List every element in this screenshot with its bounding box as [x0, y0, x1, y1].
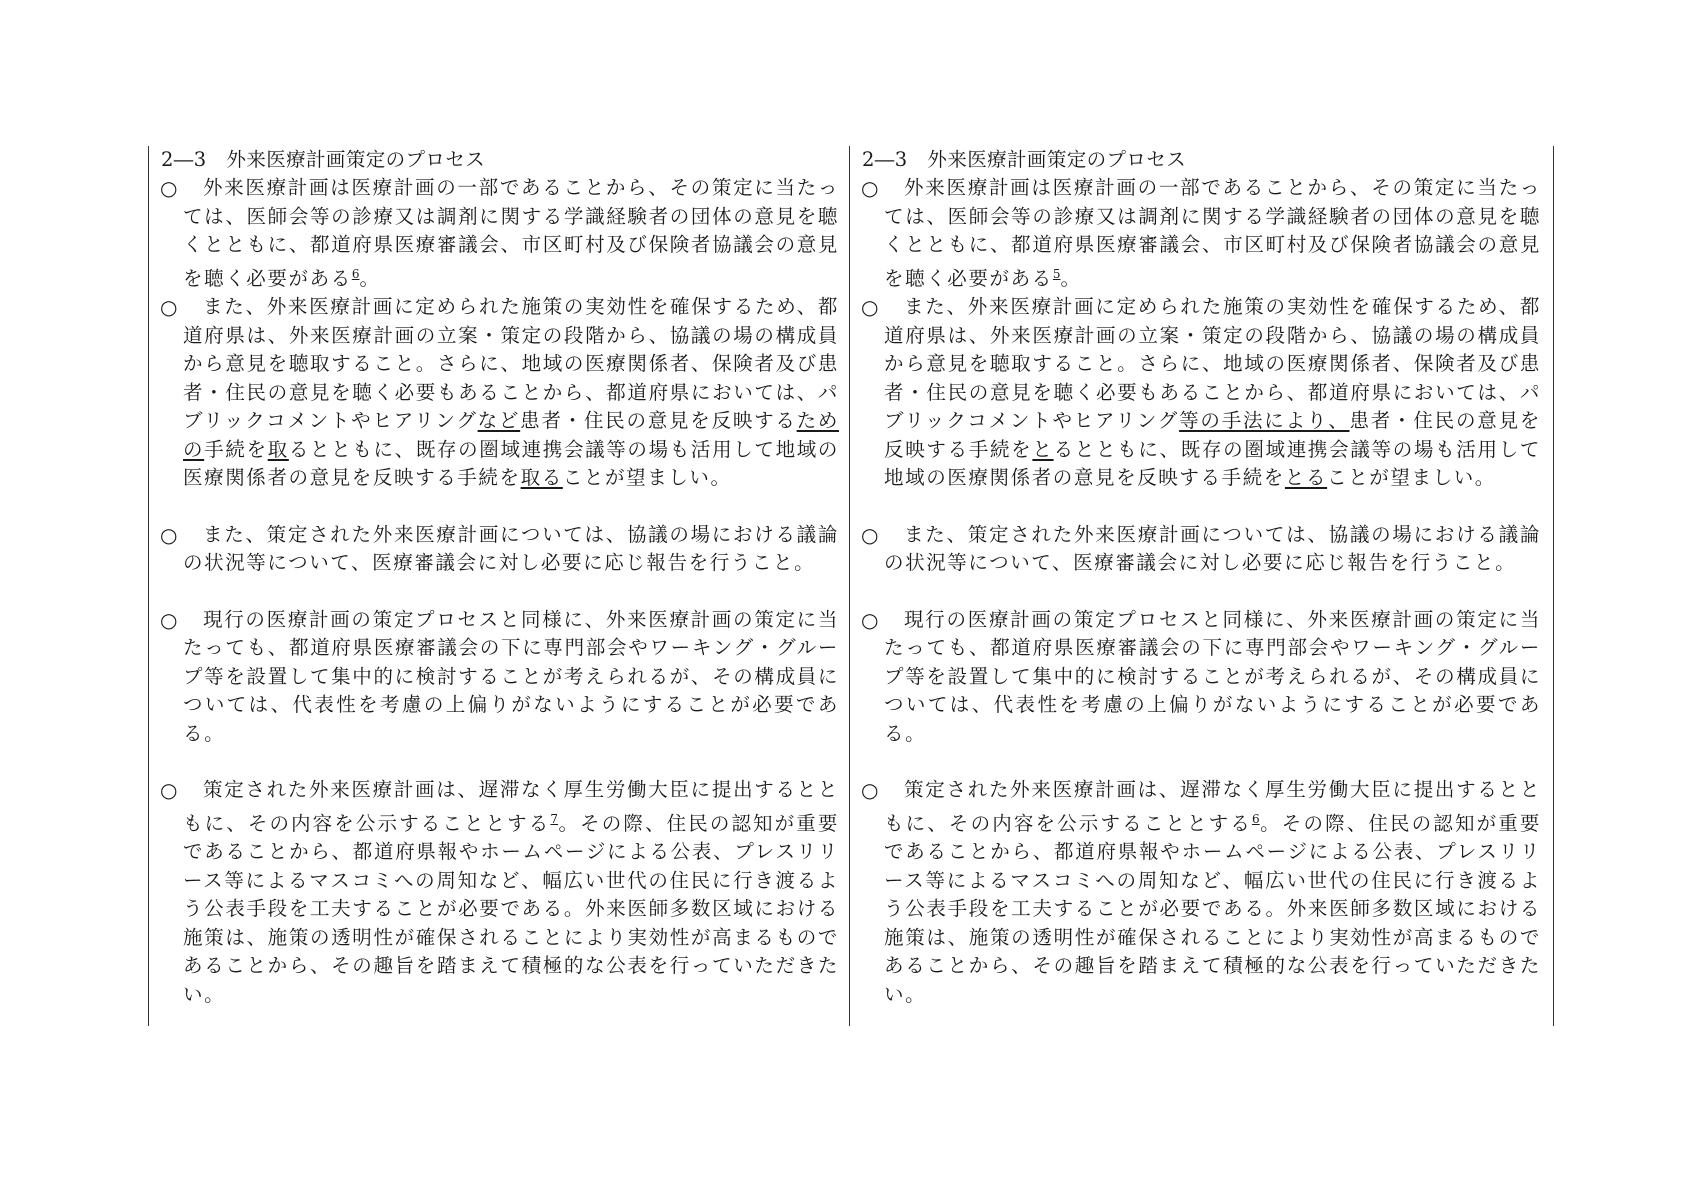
list-item — [862, 174, 1541, 293]
paragraph-text: また、策定された外来医療計画については、協議の場における議論の状況等について、医療審議会に対し必要に応じ報告を行うこと。 — [183, 522, 839, 574]
paragraph — [884, 174, 1541, 293]
left-column — [149, 146, 850, 1026]
paragraph — [183, 293, 839, 493]
paragraph-text: 。その際、住民の認知が重要であることから、都道府県報やホームページによる公表、プレスリリース等によるマスコミへの周知など、幅広い世代の住民に行き渡るよう公表手段を工夫することが必要である。外来医師多数区域における施策は、施策の透明性が確保されることにより実効性が高まるものであることから、その趣旨を踏まえて積極的な公表を行っていただきたい。 — [183, 811, 839, 1006]
list-item — [161, 606, 839, 749]
paragraph-text: また、策定された外来医療計画については、協議の場における議論の状況等について、医療審議会に対し必要に応じ報告を行うこと。 — [884, 522, 1541, 574]
paragraph-text: るとともに、既存の圏域連携会議等の場も活用して地域の医療関係者の意見を反映する手続を — [183, 437, 839, 489]
section-heading: 2―3 外来医療計画策定のプロセス — [862, 148, 1187, 171]
circle-bullet-icon: ○ — [160, 522, 178, 547]
footnote-ref: 5 — [1052, 266, 1061, 281]
paragraph-text: また、外来医療計画に定められた施策の実効性を確保するため、都道府県は、外来医療計画の立案・策定の段階から、協議の場の構成員から意見を聴取すること。さらに、地域の医療関係者、保険者及び患者・住民の意見を聴く必要もあることから、都道府県においては、パブリックコメントやヒアリング — [183, 295, 839, 432]
paragraph-text: ことが望ましい。 — [1327, 466, 1496, 489]
paragraph-text: るとともに、既存の圏域連携会議等の場も活用して地域の医療関係者の意見を反映する手続を — [884, 437, 1541, 489]
underlined-revision: など — [477, 409, 521, 432]
circle-bullet-icon: ○ — [861, 778, 879, 802]
footnote-ref: 7 — [550, 811, 559, 826]
list-item — [862, 521, 1541, 578]
paragraph-text: また、外来医療計画に定められた施策の実効性を確保するため、都道府県は、外来医療計画の立案・策定の段階から、協議の場の構成員から意見を聴取すること。さらに、地域の医療関係者、保険者及び患者・住民の意見を聴く必要もあることから、都道府県においては、パブリックコメントやヒアリング — [884, 295, 1541, 432]
paragraph-text: 手続を — [204, 437, 268, 461]
list-item — [862, 293, 1541, 493]
list-item — [862, 776, 1541, 1009]
underlined-revision: と — [1032, 437, 1054, 461]
comparison-table — [148, 146, 1554, 1026]
paragraph-text: 患者・住民の意見を反映する手続を — [884, 409, 1542, 461]
right-column — [850, 146, 1551, 1026]
paragraph-text: 現行の医療計画の策定プロセスと同様に、外来医療計画の策定に当たっても、都道府県医療審議会の下に専門部会やワーキング・グループ等を設置して集中的に検討することが考えられるが、その構成員については、代表性を考慮の上偏りがないようにすることが必要である。 — [183, 607, 839, 745]
paragraph-text: 外来医療計画は医療計画の一部であることから、その策定に当たっては、医師会等の診療又は調剤に関する学識経験者の団体の意見を聴くとともに、都道府県医療審議会、市区町村及び保険者協議会の意見を聴く必要がある — [884, 176, 1541, 290]
paragraph-text: 現行の医療計画の策定プロセスと同様に、外来医療計画の策定に当たっても、都道府県医療審議会の下に専門部会やワーキング・グループ等を設置して集中的に検討することが考えられるが、その構成員については、代表性を考慮の上偏りがないようにすることが必要である。 — [884, 607, 1541, 745]
paragraph-text: 患者・住民の意見を反映する — [520, 409, 797, 432]
paragraph-text: 策定された外来医療計画は、遅滞なく厚生労働大臣に提出するとともに、その内容を公示することとする — [183, 778, 839, 835]
list-item — [161, 776, 839, 1009]
underlined-revision: 等の手法により、 — [1179, 409, 1350, 432]
paragraph — [884, 776, 1541, 1009]
circle-bullet-icon: ○ — [160, 295, 178, 319]
section-heading: 2―3 外来医療計画策定のプロセス — [161, 148, 486, 171]
circle-bullet-icon: ○ — [861, 607, 879, 632]
circle-bullet-icon: ○ — [160, 607, 178, 632]
underlined-revision: ための — [183, 409, 840, 461]
paragraph — [183, 776, 839, 1009]
paragraph-text: 。 — [1060, 266, 1082, 290]
paragraph-text: ことが望ましい。 — [562, 466, 732, 489]
paragraph-text: 。その際、住民の認知が重要であることから、都道府県報やホームページによる公表、プレスリリース等によるマスコミへの周知など、幅広い世代の住民に行き渡るよう公表手段を工夫することが必要である。外来医師多数区域における施策は、施策の透明性が確保されることにより実効性が高まるものであることから、その趣旨を踏まえて積極的な公表を行っていただきたい。 — [884, 811, 1541, 1006]
underlined-revision: 取 — [267, 437, 289, 461]
paragraph — [884, 293, 1541, 493]
list-item — [161, 521, 839, 578]
underlined-revision: 取る — [520, 466, 563, 489]
list-item — [862, 606, 1541, 749]
footnote-ref: 6 — [1251, 811, 1260, 826]
circle-bullet-icon: ○ — [160, 778, 178, 802]
paragraph-text: 。 — [359, 266, 381, 290]
list-item — [161, 293, 839, 493]
circle-bullet-icon: ○ — [160, 176, 178, 200]
underlined-revision: とる — [1284, 466, 1328, 489]
paragraph-text: 外来医療計画は医療計画の一部であることから、その策定に当たっては、医師会等の診療又は調剤に関する学識経験者の団体の意見を聴くとともに、都道府県医療審議会、市区町村及び保険者協議会の意見を聴く必要がある — [183, 176, 839, 290]
circle-bullet-icon: ○ — [861, 176, 879, 200]
circle-bullet-icon: ○ — [861, 295, 879, 319]
circle-bullet-icon: ○ — [861, 522, 879, 547]
paragraph-text: 策定された外来医療計画は、遅滞なく厚生労働大臣に提出するとともに、その内容を公示することとする — [884, 778, 1541, 835]
list-item — [161, 174, 839, 293]
footnote-ref: 6 — [351, 266, 360, 281]
paragraph — [183, 174, 839, 293]
